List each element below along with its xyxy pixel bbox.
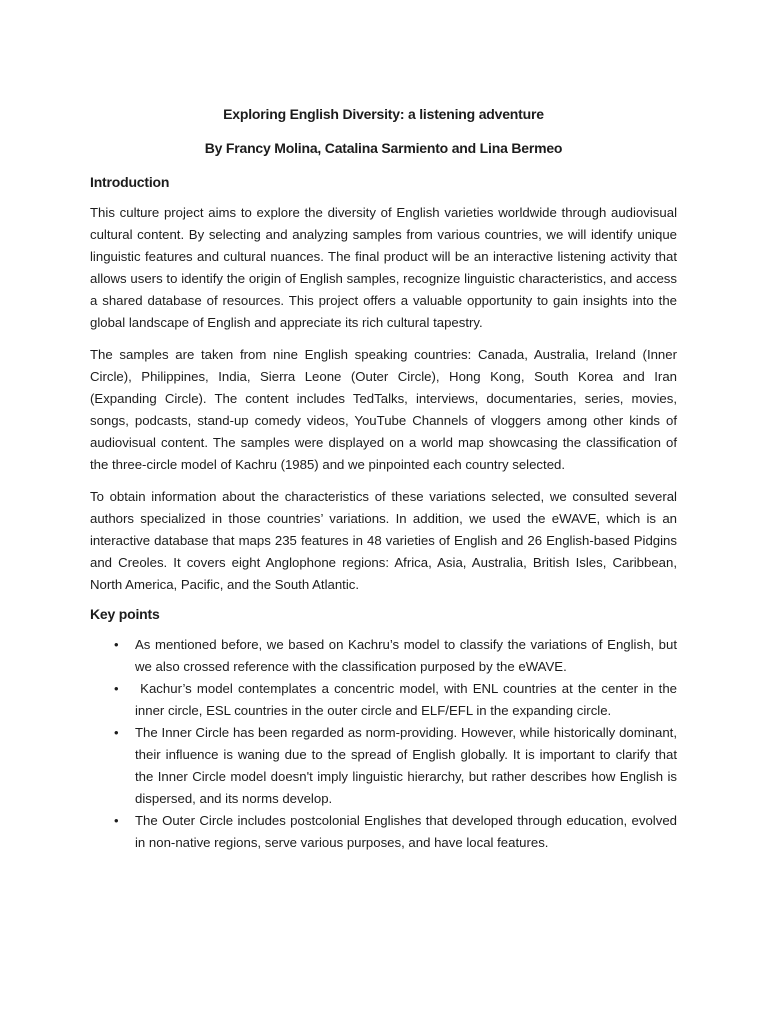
bullet-icon: • xyxy=(114,637,119,652)
paragraph: The samples are taken from nine English speaking countries: Canada, Australia, Ireland (Inner Circle), Philippines, India, Sierra Leone (Outer Circle), Hong Kong, South Korea and Iran (Expanding Circle). The content includes TedTalks, interviews, documentaries, series, movies, songs, podcasts, stand-up comedy videos, YouTube Channels of vloggers among other kinds of audiovisual content. The samples were displayed on a world map showcasing the classification of the three-circle model of Kachru (1985) and we pinpointed each country selected. xyxy=(90,347,677,472)
introduction-heading: Introduction xyxy=(90,174,170,190)
key-points-heading: Key points xyxy=(90,606,160,622)
list-item-text: The Inner Circle has been regarded as norm-providing. However, while historically dominant, their influence is waning due to the spread of English globally. It is important to clarify that the Inner Circle model doesn't imply linguistic hierarchy, but rather describes how English is dispersed, and its norms develop. xyxy=(135,725,677,806)
list-item-text: Kachur’s model contemplates a concentric model, with ENL countries at the center in the inner circle, ESL countries in the outer circle and ELF/EFL in the expanding circle. xyxy=(135,681,681,718)
list-item-text: As mentioned before, we based on Kachru’s model to classify the variations of English, but we also crossed reference with the classification purposed by the eWAVE. xyxy=(135,637,677,674)
paragraph: This culture project aims to explore the diversity of English varieties worldwide through audiovisual cultural content. By selecting and analyzing samples from various countries, we will identify unique linguistic features and cultural nuances. The final product will be an interactive listening activity that allows users to identify the origin of English samples, recognize linguistic characteristics, and access a shared database of resources. This project offers a valuable opportunity to gain insights into the global landscape of English and appreciate its rich cultural tapestry. xyxy=(90,205,677,330)
document-page xyxy=(90,104,681,854)
paragraph: To obtain information about the characteristics of these variations selected, we consulted several authors specialized in those countries’ variations. In addition, we used the eWAVE, which is an interactive database that maps 235 features in 48 varieties of English and 26 English-based Pidgins and Creoles. It covers eight Anglophone regions: Africa, Asia, Australia, British Isles, Caribbean, North America, Pacific, and the South Atlantic. xyxy=(90,489,677,592)
key-points-list xyxy=(90,634,681,854)
document-title: Exploring English Diversity: a listening adventure xyxy=(223,106,544,122)
list-item-text: The Outer Circle includes postcolonial Englishes that developed through education, evolved in non-native regions, serve various purposes, and have local features. xyxy=(135,813,677,850)
bullet-icon: • xyxy=(114,813,119,828)
bullet-icon: • xyxy=(114,725,119,740)
list-item xyxy=(90,634,677,678)
list-item xyxy=(90,810,677,854)
list-item xyxy=(90,722,677,810)
list-item xyxy=(90,678,681,722)
document-authors: By Francy Molina, Catalina Sarmiento and Lina Bermeo xyxy=(204,140,563,156)
bullet-icon: • xyxy=(114,681,119,696)
